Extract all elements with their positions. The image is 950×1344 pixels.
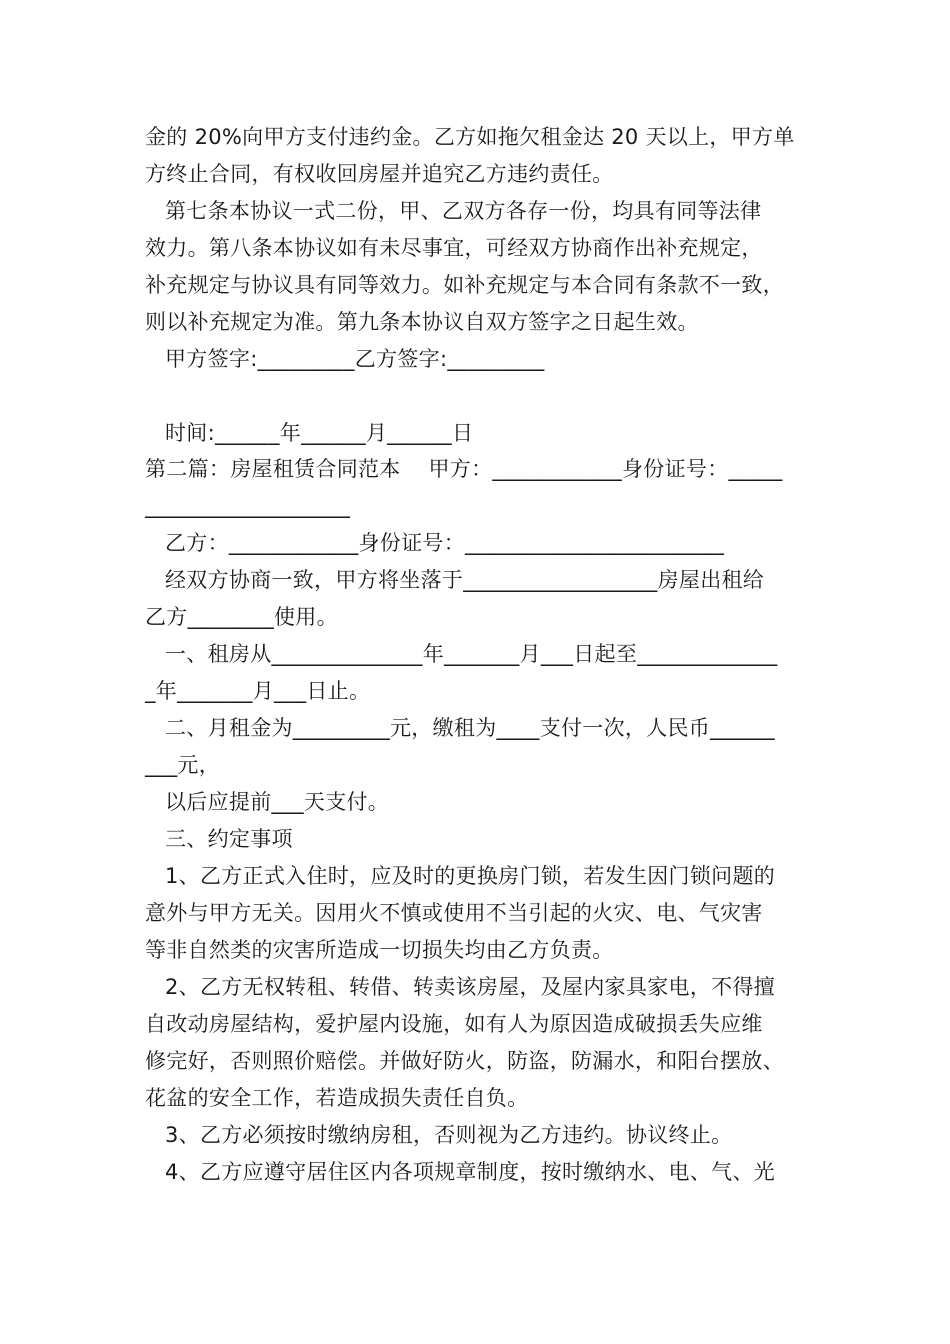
text-line: 修完好，否则照价赔偿。并做好防火，防盗，防漏水，和阳台摆放、 [145, 1049, 784, 1073]
text-line: 乙方：____________身份证号：________________________ [165, 531, 725, 555]
text-line: 乙方________使用。 [145, 605, 338, 629]
text-line: 一、租房从______________年_______月___日起至_____________ [165, 642, 778, 666]
text-line: 以后应提前___天支付。 [165, 790, 390, 814]
text-line: 3、乙方必须按时缴纳房租，否则视为乙方违约。协议终止。 [165, 1123, 733, 1147]
text-line: 4、乙方应遵守居住区内各项规章制度，按时缴纳水、电、气、光 [165, 1160, 776, 1184]
text-line: 第七条本协议一式二份，甲、乙双方各存一份，均具有同等法律 [165, 199, 762, 223]
date-line: 时间:______年______月______日 [165, 421, 474, 445]
text-line: 二、月租金为_________元，缴租为____支付一次，人民币______ [165, 716, 775, 740]
section-heading: 三、约定事项 [165, 827, 293, 851]
text-line: 则以补充规定为准。第九条本协议自双方签字之日起生效。 [145, 310, 699, 334]
text-line: 2、乙方无权转租、转借、转卖该房屋，及屋内家具家电，不得擅 [165, 975, 776, 999]
text-line: 金的 20%向甲方支付违约金。乙方如拖欠租金达 20 天以上，甲方单 [145, 125, 795, 149]
signature-line: 甲方签字:_________乙方签字:_________ [165, 347, 545, 371]
text-line: 经双方协商一致，甲方将坐落于__________________房屋出租给 [165, 568, 765, 592]
text-line: ___元， [145, 753, 220, 777]
text-line: 补充规定与协议具有同等效力。如补充规定与本合同有条款不一致， [145, 273, 784, 297]
section-heading: 第二篇：房屋租赁合同范本 甲方：____________身份证号：_____ [145, 457, 783, 481]
text-line: _年_______月___日止。 [145, 679, 371, 703]
text-line: ___________________ [145, 494, 351, 518]
text-line: 自改动房屋结构，爱护屋内设施，如有人为原因造成破损丢失应维 [145, 1012, 763, 1036]
text-line: 方终止合同，有权收回房屋并追究乙方违约责任。 [145, 162, 614, 186]
text-line: 意外与甲方无关。因用火不慎或使用不当引起的火灾、电、气灾害 [145, 901, 763, 925]
text-line: 花盆的安全工作，若造成损失责任自负。 [145, 1086, 529, 1110]
text-line: 1、乙方正式入住时，应及时的更换房门锁，若发生因门锁问题的 [165, 864, 776, 888]
text-line: 等非自然类的灾害所造成一切损失均由乙方负责。 [145, 938, 614, 962]
text-line: 效力。第八条本协议如有未尽事宜，可经双方协商作出补充规定， [145, 236, 763, 260]
